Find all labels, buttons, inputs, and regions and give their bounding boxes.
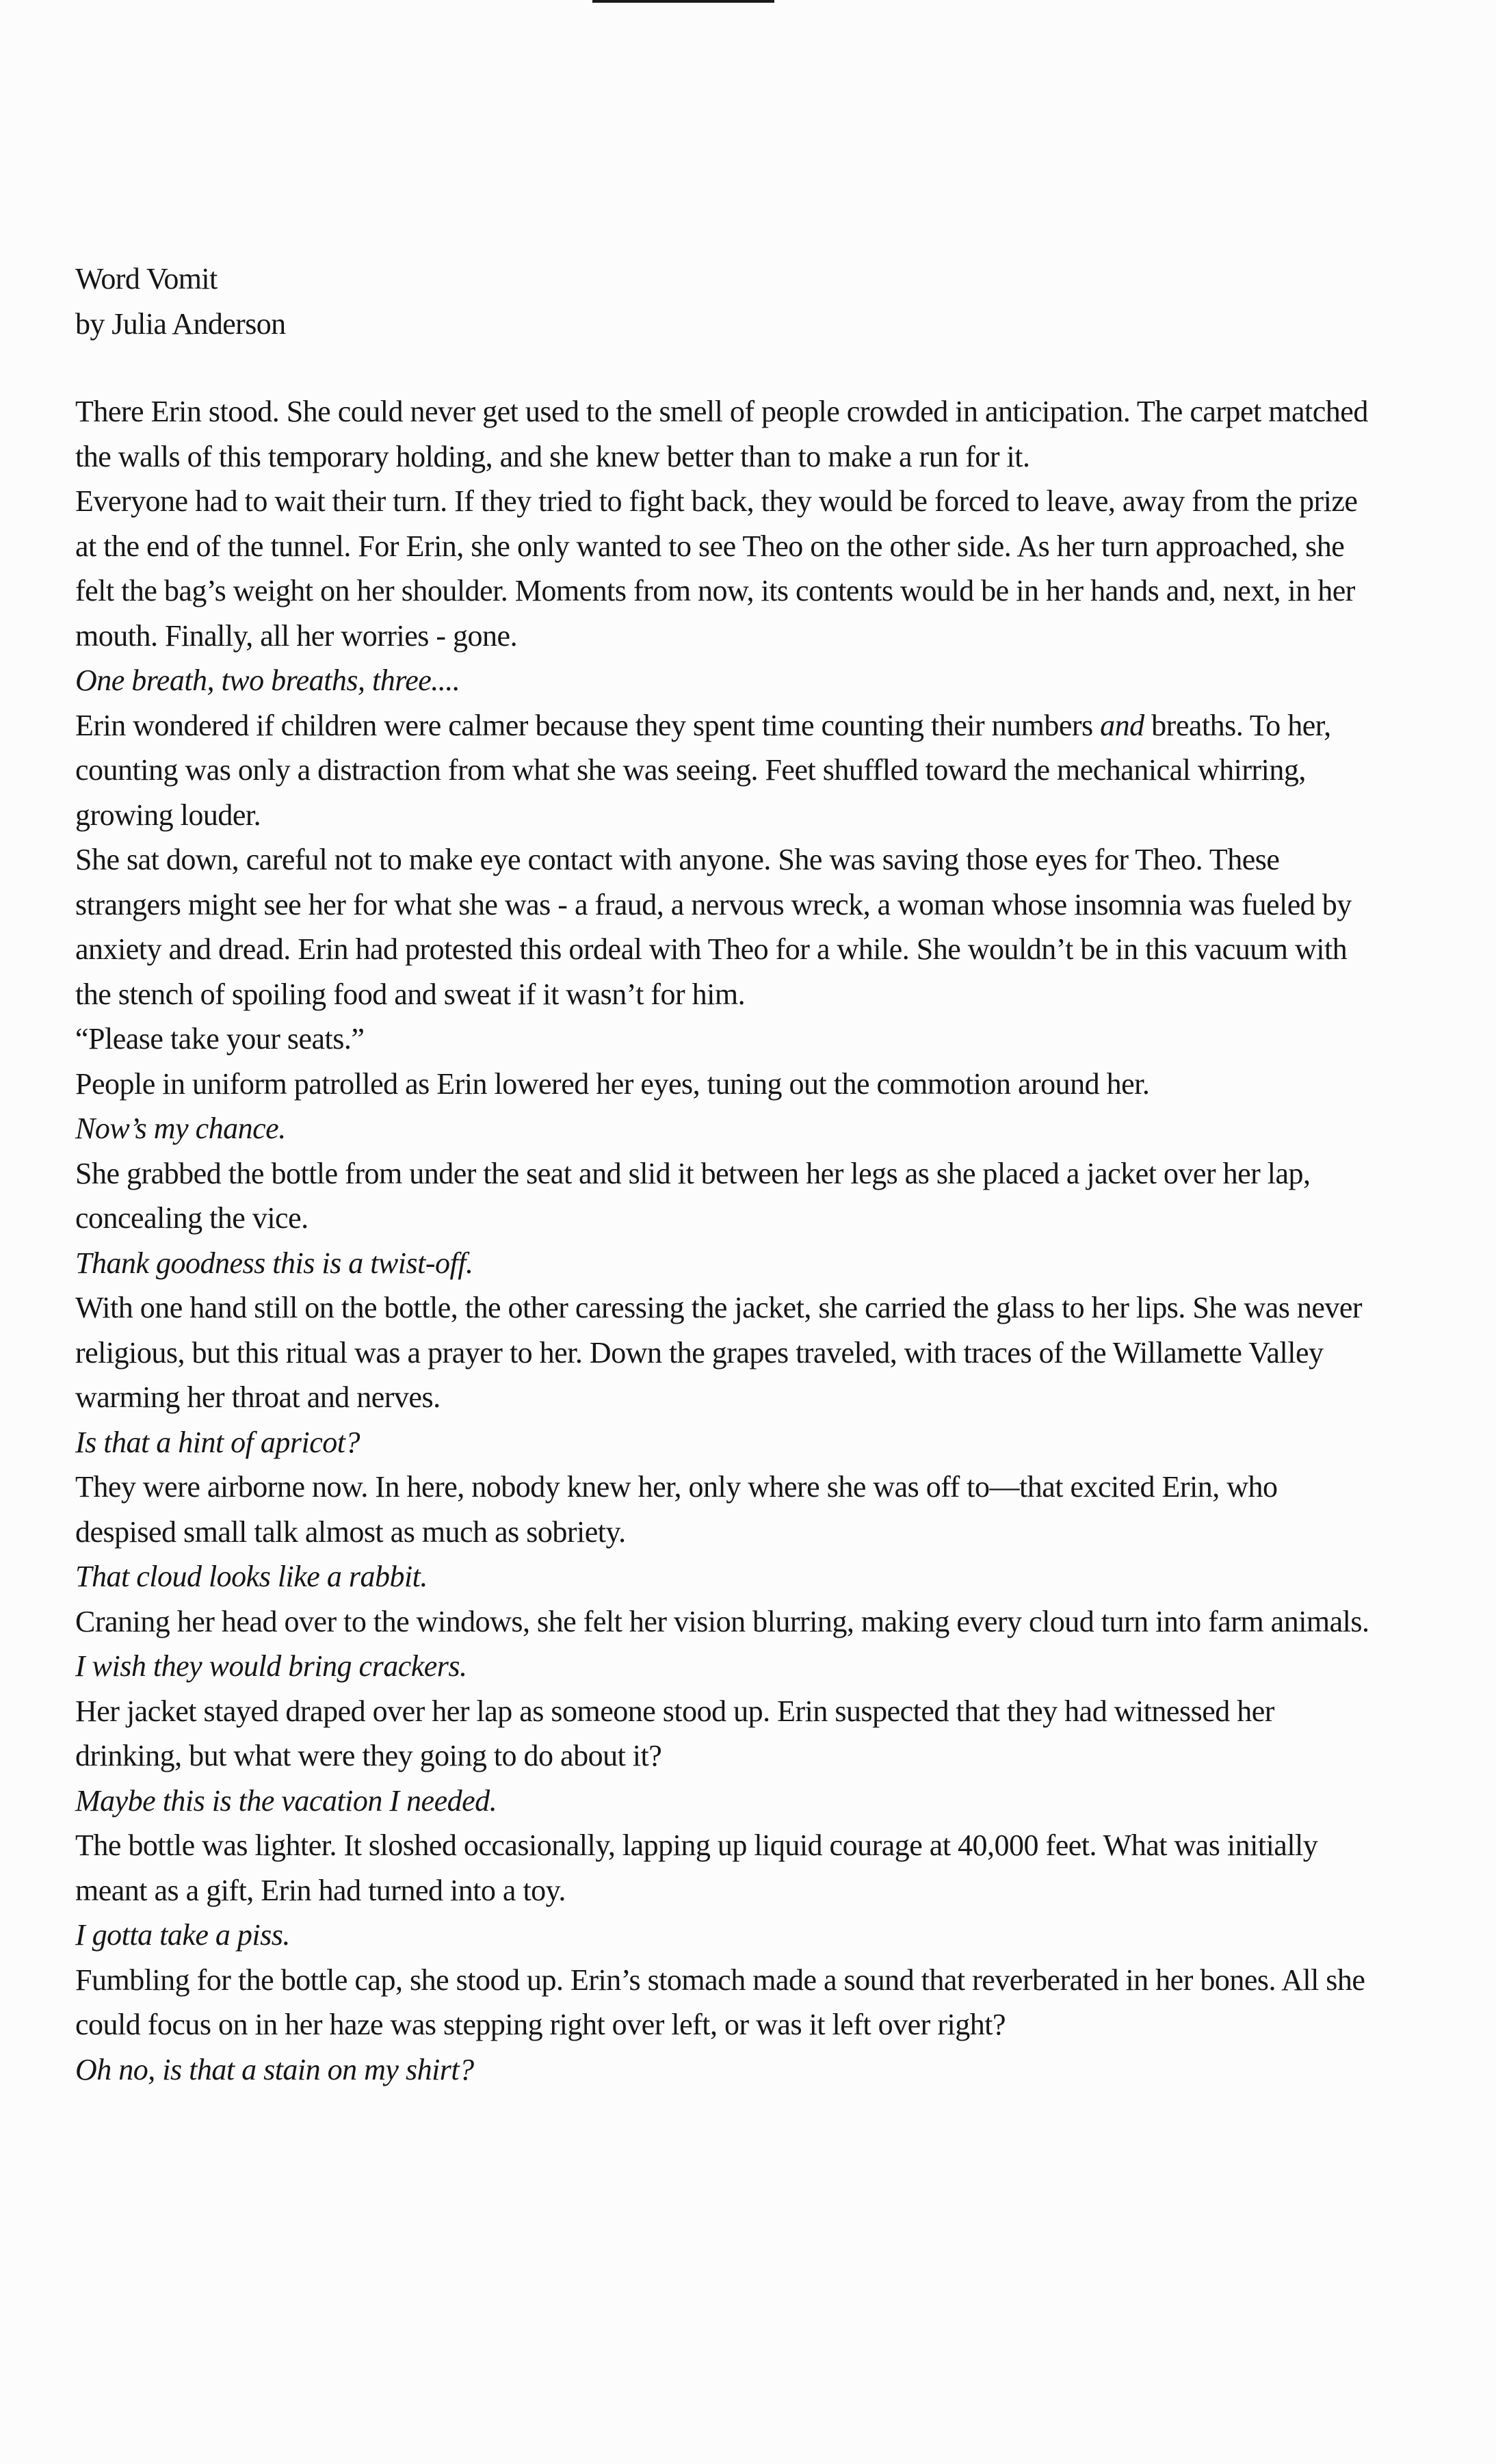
story-paragraph: She grabbed the bottle from under the seat and slid it between her legs as she placed a jacket over her lap, concealing the vice. bbox=[75, 1156, 1311, 1235]
inner-thought: Oh no, is that a stain on my shirt? bbox=[75, 2052, 474, 2086]
inner-thought: Thank goodness this is a twist-off. bbox=[75, 1246, 473, 1280]
story-paragraph: Everyone had to wait their turn. If they tried to fight back, they would be forced to leave, away from the prize at the end of the tunnel. For Erin, she only wanted to see Theo on the other side. As her turn approached, she felt the bag’s weight on her shoulder. Moments from now, its contents would be in her hands and, next, in her mouth. Finally, all her worries - gone. bbox=[75, 484, 1358, 653]
story-paragraph: She sat down, careful not to make eye contact with anyone. She was saving those eyes for Theo. These strangers might see her for what she was - a fraud, a nervous wreck, a woman whose insomnia was fueled by anxiety and dread. Erin had protested this ordeal with Theo for a while. She wouldn’t be in this vacuum with the stench of spoiling food and sweat if it wasn’t for him. bbox=[75, 843, 1352, 1011]
story-paragraph: There Erin stood. She could never get used to the smell of people crowded in anticipation. The carpet matched the walls of this temporary holding, and she knew better than to make a run for it. bbox=[75, 395, 1368, 473]
inner-thought: That cloud looks like a rabbit. bbox=[75, 1560, 428, 1593]
story-paragraph: Craning her head over to the windows, she felt her vision blurring, making every cloud turn into farm animals. bbox=[75, 1604, 1369, 1638]
story-byline: by Julia Anderson bbox=[75, 307, 286, 341]
paragraph-text: breaths. To her, counting was only a distraction from what she was seeing. Feet shuffled toward the mechanical whirring, growing louder. bbox=[75, 708, 1331, 832]
story-title: Word Vomit bbox=[75, 262, 218, 296]
document-page bbox=[75, 257, 1378, 2092]
story-paragraph: Fumbling for the bottle cap, she stood up. Erin’s stomach made a sound that reverberated in her bones. All she could focus on in her haze was stepping right over left, or was it left over right? bbox=[75, 1963, 1365, 2041]
inner-thought: Maybe this is the vacation I needed. bbox=[75, 1783, 497, 1818]
story-paragraph: People in uniform patrolled as Erin lowered her eyes, tuning out the commotion around her. bbox=[75, 1066, 1150, 1101]
top-rule bbox=[592, 0, 774, 3]
story-paragraph: They were airborne now. In here, nobody knew her, only where she was off to—that excited Erin, who despised small talk almost as much as sobriety. bbox=[75, 1470, 1278, 1549]
paragraph-emphasis: and bbox=[1100, 708, 1144, 742]
inner-thought: Now’s my chance. bbox=[75, 1112, 286, 1145]
story-paragraph bbox=[75, 703, 1378, 838]
story-paragraph: The bottle was lighter. It sloshed occasionally, lapping up liquid courage at 40,000 feet. What was initially meant as a gift, Erin had turned into a toy. bbox=[75, 1829, 1318, 1907]
inner-thought: One breath, two breaths, three.... bbox=[75, 664, 460, 697]
story-paragraph: Her jacket stayed draped over her lap as someone stood up. Erin suspected that they had witnessed her drinking, but what were they going to do about it? bbox=[75, 1694, 1274, 1772]
story-paragraph: “Please take your seats.” bbox=[75, 1022, 365, 1056]
inner-thought: Is that a hint of apricot? bbox=[75, 1425, 360, 1459]
inner-thought: I wish they would bring crackers. bbox=[75, 1649, 467, 1683]
paragraph-text: Erin wondered if children were calmer because they spent time counting their numbers bbox=[75, 708, 1101, 742]
story-paragraph: With one hand still on the bottle, the other caressing the jacket, she carried the glass to her lips. She was never religious, but this ritual was a prayer to her. Down the grapes traveled, with traces of the Willamette Valley warming her throat and nerves. bbox=[75, 1291, 1363, 1414]
inner-thought: I gotta take a piss. bbox=[75, 1918, 290, 1952]
story-body bbox=[75, 389, 1378, 2092]
story-header bbox=[75, 257, 1378, 347]
